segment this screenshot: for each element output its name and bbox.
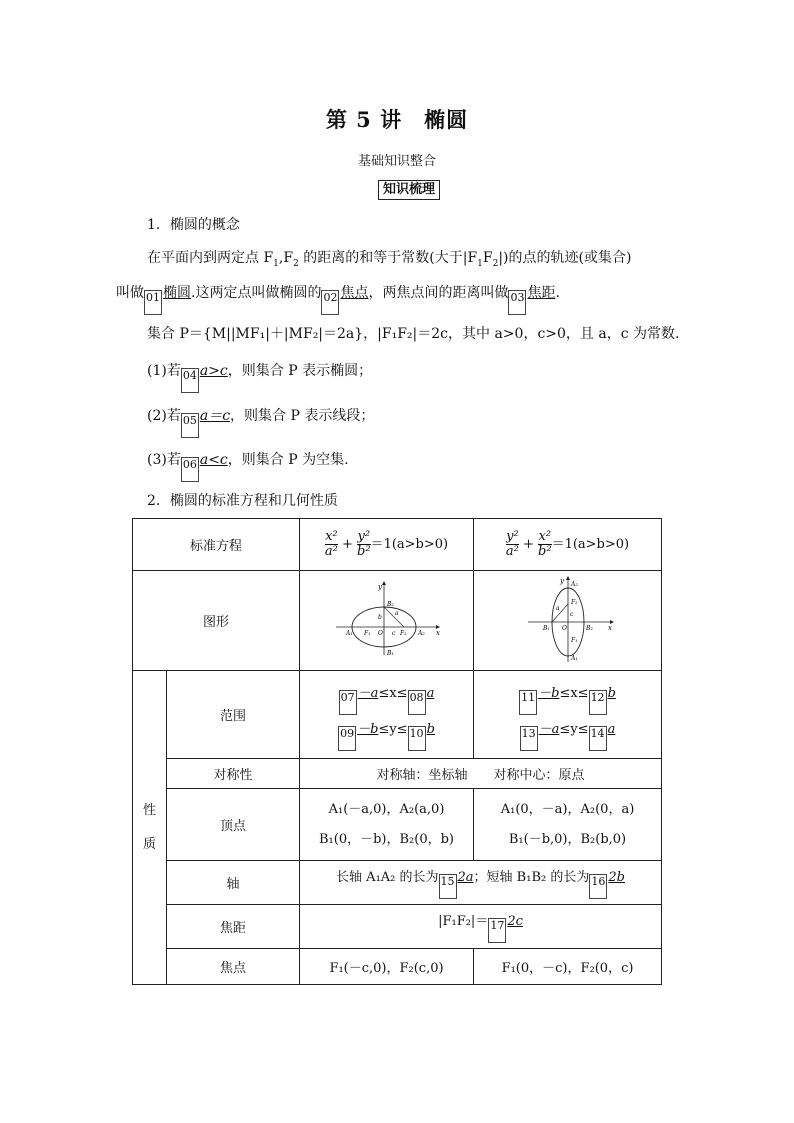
svg-text:y: y: [559, 576, 564, 585]
horizontal-ellipse-figure: [332, 579, 442, 659]
answer-01: 椭圆: [163, 285, 191, 301]
svg-text:O: O: [561, 624, 567, 632]
svg-text:F₁: F₁: [570, 636, 578, 644]
section2-heading: 2．椭圆的标准方程和几何性质: [147, 493, 338, 509]
equation-horizontal: $\frac{\text{x²}}{\text{a²}}$ + $\frac{\text{y²}}{\text{b²}}$ ＝1(a>b>0): [300, 519, 474, 571]
section1-heading: 1．椭圆的概念: [147, 217, 240, 233]
row-standard-equation: [133, 519, 662, 571]
label-axis: 轴: [167, 861, 300, 905]
axis-text: 长轴 A₁A₂ 的长为 15 2a；短轴 B₁B₂ 的长为 16 2b: [300, 861, 662, 905]
svg-text:B₂: B₂: [386, 600, 394, 608]
svg-text:a: a: [394, 609, 399, 617]
equation-vertical: $\frac{\text{y²}}{\text{a²}}$ + $\frac{\text{x²}}{\text{b²}}$ ＝1(a>b>0): [474, 519, 662, 571]
paragraph-line-1: 在平面内到两定点 $F_1,F_2$ 的距离的和等于常数(大于$|F_1F_2|$)的点的轨迹(或集合): [147, 250, 632, 269]
answer-04: a>c: [199, 363, 228, 379]
answer-03: 焦距: [527, 285, 556, 301]
label-range: 范围: [167, 671, 300, 759]
row-focal-distance: [133, 905, 662, 949]
page-title: 第 5 讲 椭圆: [325, 107, 469, 132]
row-range: [133, 671, 662, 759]
svg-text:a: a: [555, 604, 560, 612]
blank-number-02: 02: [321, 290, 339, 315]
svg-text:x: x: [435, 628, 440, 637]
condition-2: (2)若 05 a＝c，则集合 P 表示线段；: [147, 405, 374, 438]
label-foci: 焦点: [167, 949, 300, 985]
blank-number-03: 03: [508, 290, 526, 315]
vertical-ellipse-figure: [518, 574, 618, 664]
row-graph: [133, 571, 662, 671]
symmetry-text: 对称轴：坐标轴 对称中心：原点: [300, 759, 662, 789]
tag-box: 知识梳理: [378, 180, 440, 200]
graph-horizontal-ellipse: [300, 571, 474, 671]
svg-text:B₁: B₁: [386, 649, 394, 657]
label-vertex: 顶点: [167, 789, 300, 861]
condition-1: (1)若 04 a>c，则集合 P 表示椭圆；: [147, 360, 372, 393]
row-symmetry: [133, 759, 662, 789]
label-graph: 图形: [133, 571, 300, 671]
label-symmetry: 对称性: [167, 759, 300, 789]
svg-text:F₂: F₂: [570, 598, 578, 606]
paragraph-line-2: 叫做 01 椭圆.这两定点叫做椭圆的 02 焦点，两焦点间的距离叫做 03 焦距.: [116, 282, 560, 315]
svg-text:c: c: [391, 629, 395, 637]
svg-text:A₂: A₂: [570, 580, 578, 588]
answer-02: 焦点: [340, 285, 369, 301]
svg-text:F₂: F₂: [399, 629, 407, 637]
svg-text:A₁: A₁: [345, 629, 353, 637]
row-axis: [133, 861, 662, 905]
range-horizontal: 07 －a≤x≤ 08 a 09 －b≤y≤ 10 b: [300, 671, 474, 759]
condition-3: (3)若 06 a<c，则集合 P 为空集.: [147, 449, 349, 482]
svg-text:A₂: A₂: [417, 629, 425, 637]
svg-text:B₂: B₂: [585, 624, 593, 632]
label-standard-equation: 标准方程: [133, 519, 300, 571]
svg-text:B₁: B₁: [542, 624, 550, 632]
answer-06: a<c: [199, 452, 228, 468]
range-vertical: 11 －b≤x≤ 12 b 13 －a≤y≤ 14 a: [474, 671, 662, 759]
svg-text:b: b: [377, 613, 382, 621]
svg-text:x: x: [607, 623, 612, 632]
vertex-vertical: A₁(0，－a)，A₂(0，a) B₁(－b,0)，B₂(b,0): [474, 789, 662, 861]
label-focal-distance: 焦距: [167, 905, 300, 949]
set-definition: 集合 P＝{M||MF₁|＋|MF₂|＝2a}，|F₁F₂|＝2c，其中 a>0，c>0，且 a，c 为常数.: [147, 326, 680, 342]
svg-text:F₁: F₁: [363, 629, 371, 637]
foci-vertical: F₁(0，－c)，F₂(0，c): [474, 949, 662, 985]
properties-group-label: 性 质: [133, 671, 167, 985]
focal-distance-text: |F₁F₂|＝ 17 2c: [300, 905, 662, 949]
svg-text:O: O: [377, 629, 383, 637]
answer-05: a＝c: [199, 408, 231, 424]
vertex-horizontal: A₁(－a,0)，A₂(a,0) B₁(0，－b)，B₂(0，b): [300, 789, 474, 861]
blank-number-01: 01: [144, 290, 162, 315]
graph-vertical-ellipse: [474, 571, 662, 671]
foci-horizontal: F₁(－c,0)，F₂(c,0): [300, 949, 474, 985]
section-subtitle: 基础知识整合: [357, 154, 436, 169]
svg-text:y: y: [377, 582, 382, 591]
ellipse-properties-table: [132, 518, 662, 985]
row-foci: [133, 949, 662, 985]
row-vertex: [133, 789, 662, 861]
svg-text:A₁: A₁: [570, 654, 578, 662]
svg-text:c: c: [569, 610, 573, 618]
